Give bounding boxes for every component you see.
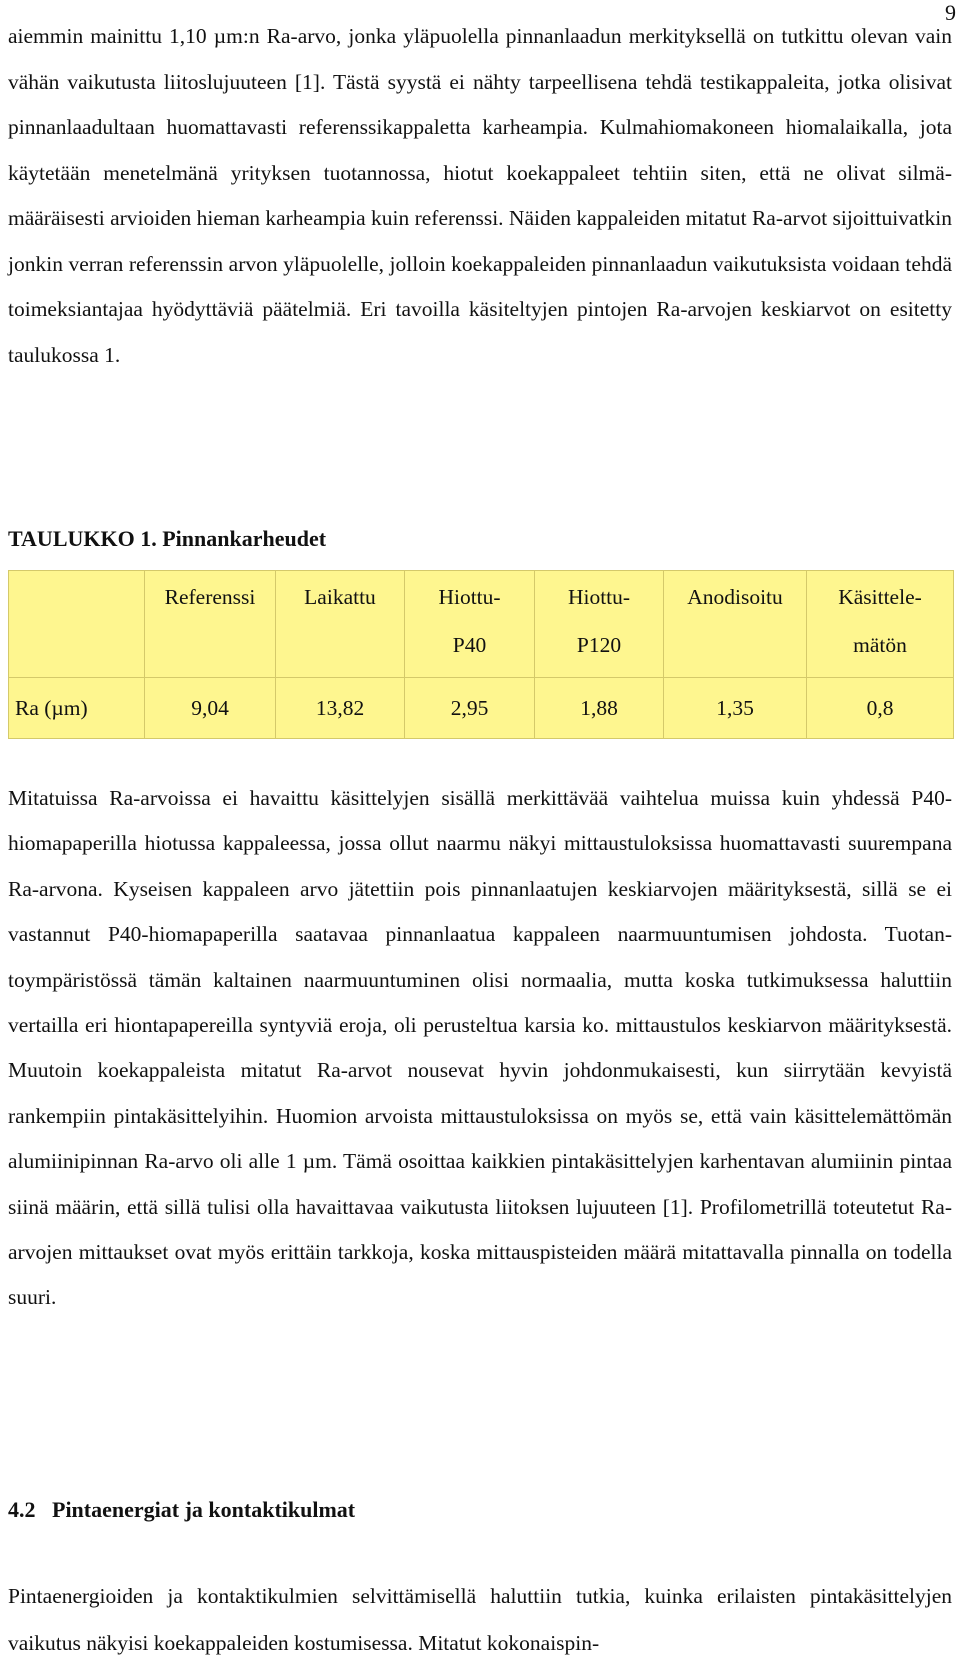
section-number: 4.2 [8,1497,36,1522]
page-number: 9 [945,0,956,25]
table-cell: 2,95 [405,678,535,739]
table-header-cell: Anodisoitu [664,571,807,678]
section-heading [8,1490,355,1530]
paragraph-results: Mitatuissa Ra-arvoissa ei havaittu käsittelyjen sisällä merkittävää vaihtelua muissa kuin yhdessä P40-hiomapaperilla hiotussa kappaleessa, jossa ollut naarmu näkyi mittaustuloksissa huomattavasti suurempana Ra-arvona. Kyseisen kappaleen arvo jätettiin pois pinnanlaatujen keskiarvojen määrityksestä, sillä se ei vastannut P40-hiomapaperilla saatavaa pinnanlaatua kappaleen naarmuuntumisen johdosta. Tuotantoympäristössä tämän kaltainen naarmuuntuminen olisi normaalia, mutta koska tutkimuksessa haluttiin vertailla eri hiontapapereilla syntyviä eroja, oli perusteltua karsia ko. mittaustulos keskiarvon määrityksestä. Muutoin koekappaleista mitatut Ra-arvot nousevat hyvin johdonmukaisesti, kun siirrytään kevyistä rankempiin pintakäsittelyihin. Huomion arvoista mittaustuloksissa on myös se, että vain käsittelemättömän alumiinipinnan Ra-arvo oli alle 1 µm. Tämä osoittaa kaikkien pintakäsittelyjen karhentavan alumiinin pintaa siinä määrin, että sillä tulisi olla havaittavaa vaikutusta liitoksen lujuuteen [1]. Profilometrillä toteutetut Ra-arvojen mittaukset ovat myös erittäin tarkkoja, koska mittauspisteiden määrä mitattavalla pinnalla on todella suuri. [8,786,952,1310]
table-cell: 13,82 [276,678,405,739]
table-cell: 1,35 [664,678,807,739]
paragraph-intro: aiemmin mainittu 1,10 µm:n Ra-arvo, jonka yläpuolella pinnanlaadun merkityksellä on tutkittu olevan vain vähän vaikutusta liitoslujuuteen [1]. Tästä syystä ei nähty tarpeellisena tehdä testikappaleita, jotka olisivat pinnanlaadultaan huomattavasti referenssikappaletta karheampia. Kulmahiomakoneen hiomalaikalla, jota käytetään menetelmänä yrityksen tuotannossa, hiotut koekappaleet tehtiin siten, että ne olivat silmämääräisesti arvioiden hieman karheampia kuin referenssi. Näiden kappaleiden mitatut Ra-arvot sijoittuivatkin jonkin verran referenssin arvon yläpuolelle, jolloin koekappaleiden pinnanlaadun vaikutuksista voidaan tehdä toimeksiantajaa hyödyttäviä päätelmiä. Eri tavoilla käsiteltyjen pintojen Ra-arvojen keskiarvot on esitetty taulukossa 1. [8,24,952,367]
table-header-row [9,571,954,678]
table-corner-cell [9,571,145,678]
roughness-table [8,570,954,739]
table-header-cell: Hiottu- P40 [405,571,535,678]
table-caption: TAULUKKO 1. Pinnankarheudet [8,526,327,551]
table-cell: 1,88 [535,678,664,739]
table-row [9,678,954,739]
paragraph-surface-energy: Pintaenergioiden ja kontaktikulmien selvittämisellä haluttiin tutkia, kuinka erilaisten pintakäsittelyjen vaikutus näkyisi koekappaleiden kostumisessa. Mitatut kokonaispin- [8,1584,952,1655]
section-title: Pintaenergiat ja kontaktikulmat [52,1497,356,1522]
table-header-cell: Käsittele- mätön [807,571,954,678]
table-header-cell: Hiottu- P120 [535,571,664,678]
table-header-cell: Referenssi [145,571,276,678]
table-cell: 0,8 [807,678,954,739]
table-header-cell: Laikattu [276,571,405,678]
table-row-label: Ra (µm) [9,678,145,739]
table-cell: 9,04 [145,678,276,739]
